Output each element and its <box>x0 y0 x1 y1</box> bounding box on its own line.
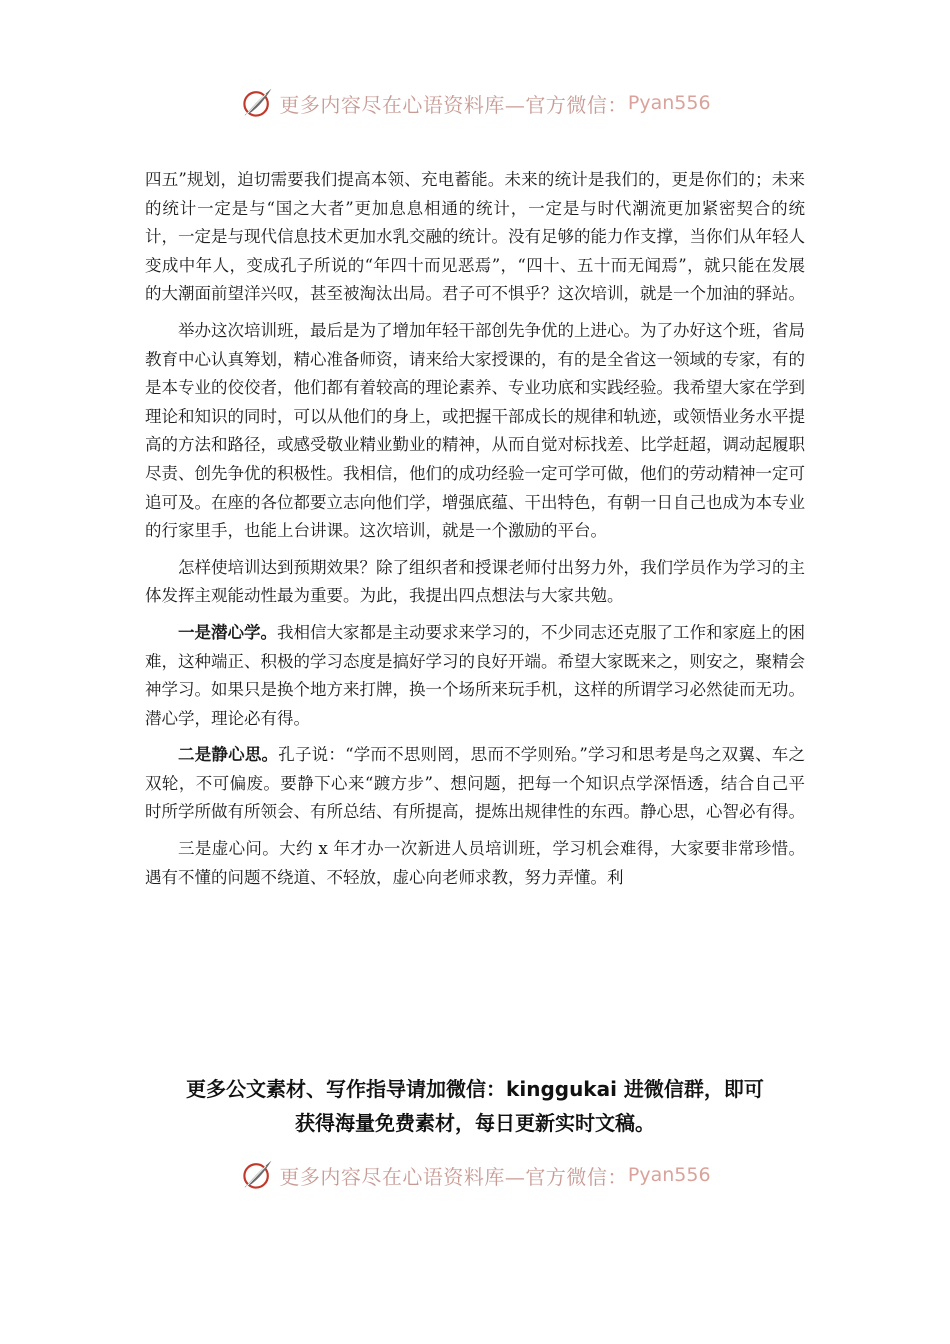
quill-logo-icon <box>239 85 275 121</box>
promo-note <box>120 1072 830 1140</box>
paragraph-4 <box>145 619 805 733</box>
paragraph-1 <box>145 166 805 309</box>
banner-text: 更多内容尽在心语资料库—官方微信： <box>279 92 628 117</box>
banner-wechat-id: Pyan556 <box>627 92 711 114</box>
quill-logo-icon <box>239 1157 275 1193</box>
paragraph-6-text: 三是虚心问。大约 x 年才办一次新进人员培训班，学习机会难得，大家要非常珍惜。遇有不懂的问题不绕道、不轻放，虚心向老师求教，努力弄懂。利 <box>145 839 805 887</box>
paragraph-1-text: 四五”规划，迫切需要我们提高本领、充电蓄能。未来的统计是我们的，更是你们的；未来的统计一定是与“国之大者”更加息息相通的统计，一定是与时代潮流更加紧密契合的统计，一定是与现代信息技术更加水乳交融的统计。没有足够的能力作支撑，当你们从年轻人变成中年人，变成孔子所说的“年四十而见恶焉”，“四十、五十而无闻焉”，就只能在发展的大潮面前望洋兴叹，甚至被淘汰出局。君子可不惧乎？这次培训，就是一个加油的驿站。 <box>145 170 805 304</box>
banner-text: 更多内容尽在心语资料库—官方微信： <box>279 1164 628 1189</box>
paragraph-6 <box>145 835 805 892</box>
paragraph-4-lead: 一是潜心学。 <box>178 622 277 642</box>
paragraph-5-lead: 二是静心思。 <box>178 745 279 765</box>
promo-line-2: 获得海量免费素材，每日更新实时文稿。 <box>295 1111 655 1135</box>
paragraph-5 <box>145 741 805 827</box>
promo-line-1: 更多公文素材、写作指导请加微信：kinggukai 进微信群，即可 <box>186 1077 764 1101</box>
header-banner <box>0 83 950 123</box>
footer-banner <box>0 1155 950 1195</box>
paragraph-3-text: 怎样使培训达到预期效果？除了组织者和授课老师付出努力外，我们学员作为学习的主体发挥主观能动性最为重要。为此，我提出四点想法与大家共勉。 <box>145 557 805 606</box>
paragraph-5-text: 孔子说：“学而不思则罔，思而不学则殆。”学习和思考是鸟之双翼、车之双轮，不可偏废。要静下心来“踱方步”、想问题，把每一个知识点学深悟透，结合自己平时所学所做有所领会、有所总结、有所提高，提炼出规律性的东西。静心思，心智必有得。 <box>145 745 806 822</box>
paragraph-4-text: 我相信大家都是主动要求来学习的，不少同志还克服了工作和家庭上的困难，这种端正、积极的学习态度是搞好学习的良好开端。希望大家既来之，则安之，聚精会神学习。如果只是换个地方来打牌，换一个场所来玩手机，这样的所谓学习必然徒而无功。潜心学，理论必有得。 <box>145 622 805 728</box>
paragraph-2-text: 举办这次培训班，最后是为了增加年轻干部创先争优的上进心。为了办好这个班，省局教育中心认真筹划，精心准备师资，请来给大家授课的，有的是全省这一领域的专家，有的是本专业的佼佼者，他们都有着较高的理论素养、专业功底和实践经验。我希望大家在学到理论和知识的同时，可以从他们的身上，或把握干部成长的规律和轨迹，或领悟业务水平提高的方法和路径，或感受敬业精业勤业的精神，从而自觉对标找差、比学赶超，调动起履职尽责、创先争优的积极性。我相信，他们的成功经验一定可学可做，他们的劳动精神一定可追可及。在座的各位都要立志向他们学，增强底蕴、干出特色，有朝一日自己也成为本专业的行家里手，也能上台讲课。这次培训，就是一个激励的平台。 <box>145 320 805 541</box>
banner-wechat-id: Pyan556 <box>627 1164 711 1186</box>
paragraph-2 <box>145 317 805 546</box>
document-body <box>145 166 805 900</box>
paragraph-3 <box>145 554 805 611</box>
